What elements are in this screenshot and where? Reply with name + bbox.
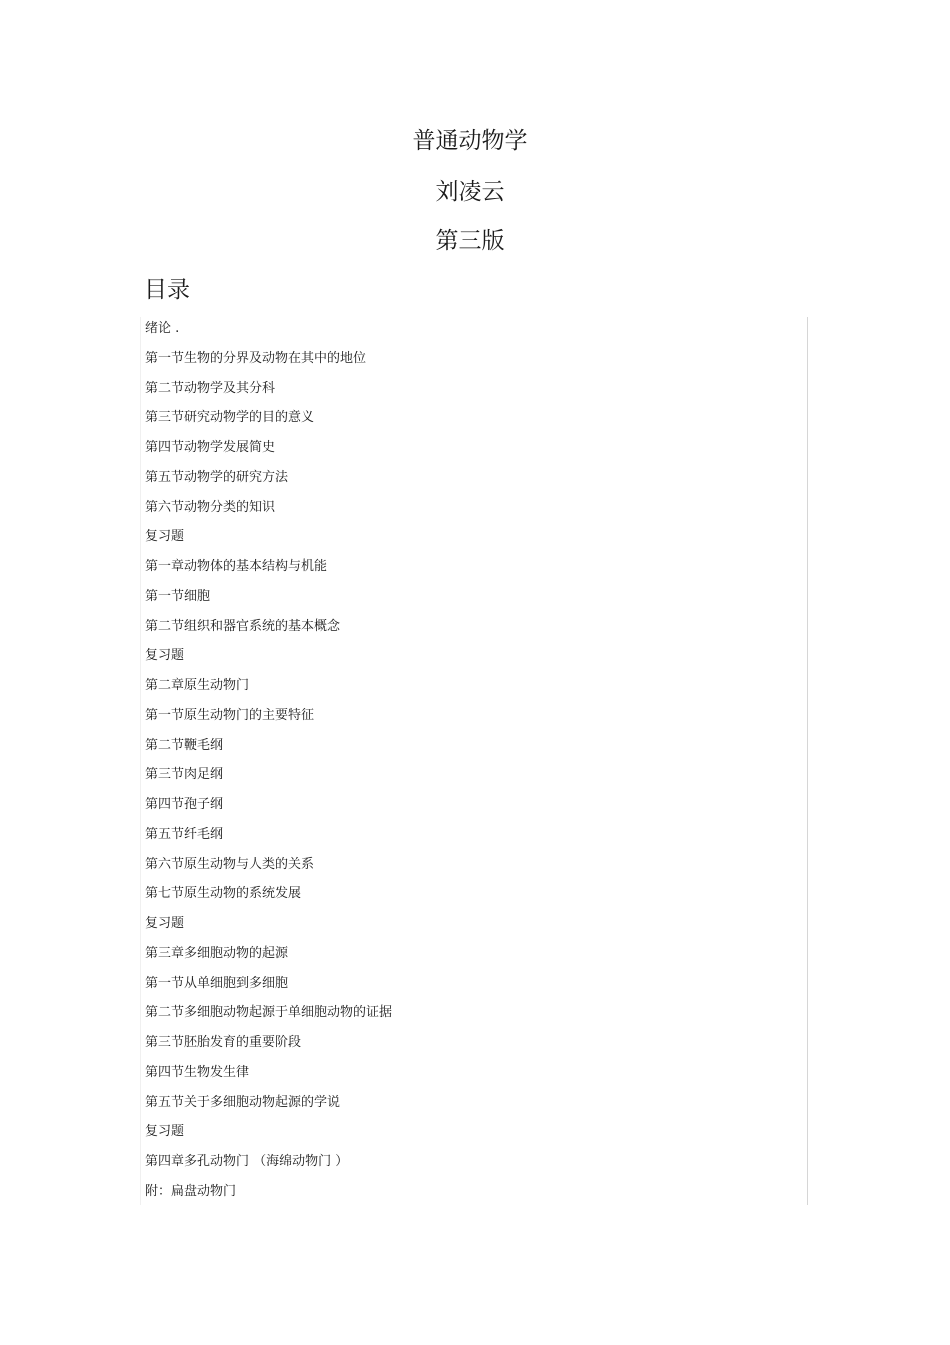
book-author: 刘凌云 bbox=[435, 179, 505, 205]
toc-item[interactable]: 第一节生物的分界及动物在其中的地位 bbox=[145, 350, 367, 366]
toc-item[interactable]: 复习题 bbox=[145, 648, 185, 664]
toc-item[interactable]: 第二节鞭毛纲 bbox=[145, 737, 224, 753]
toc-item[interactable]: 第六节原生动物与人类的关系 bbox=[145, 856, 315, 872]
toc-item[interactable]: 第二章原生动物门 bbox=[145, 678, 250, 693]
toc-item[interactable]: 第六节动物分类的知识 bbox=[145, 499, 276, 515]
toc-item[interactable]: 第三节研究动物学的目的意义 bbox=[145, 410, 315, 426]
toc-item[interactable]: 附：扁盘动物门 bbox=[145, 1183, 237, 1199]
toc-item[interactable]: 第五节动物学的研究方法 bbox=[145, 469, 289, 485]
toc-item[interactable]: 第三章多细胞动物的起源 bbox=[145, 945, 289, 961]
toc-item[interactable]: 第五节关于多细胞动物起源的学说 bbox=[145, 1094, 341, 1110]
toc-item[interactable]: 第一节原生动物门的主要特征 bbox=[145, 707, 315, 723]
book-edition: 第三版 bbox=[435, 228, 505, 254]
toc-item[interactable]: 第一节从单细胞到多细胞 bbox=[145, 975, 289, 991]
toc-item[interactable]: 复习题 bbox=[145, 916, 185, 931]
toc-item[interactable]: 第七节原生动物的系统发展 bbox=[145, 886, 302, 902]
toc-item[interactable]: 第二节组织和器官系统的基本概念 bbox=[145, 618, 341, 634]
toc-item[interactable]: 第四节动物学发展简史 bbox=[145, 440, 276, 455]
toc-item[interactable]: 第二节多细胞动物起源于单细胞动物的证据 bbox=[145, 1005, 393, 1021]
toc-item[interactable]: 复习题 bbox=[145, 1124, 185, 1140]
toc-item[interactable]: 第四节孢子纲 bbox=[145, 797, 224, 812]
toc-heading: 目录 bbox=[144, 277, 190, 303]
toc-item[interactable]: 第二节动物学及其分科 bbox=[145, 380, 276, 396]
toc-item[interactable]: 第三节胚胎发育的重要阶段 bbox=[145, 1035, 302, 1050]
toc-list bbox=[145, 320, 392, 1213]
book-title: 普通动物学 bbox=[412, 128, 528, 154]
toc-container bbox=[140, 317, 808, 1205]
toc-item[interactable]: 第四章多孔动物门 （海绵动物门 ） bbox=[145, 1154, 349, 1169]
toc-item[interactable]: 第一节细胞 bbox=[145, 588, 211, 604]
toc-item[interactable]: 绪论 . bbox=[145, 321, 180, 336]
toc-item[interactable]: 第五节纤毛纲 bbox=[145, 826, 224, 842]
toc-item[interactable]: 复习题 bbox=[145, 529, 185, 545]
toc-item[interactable]: 第四节生物发生律 bbox=[145, 1064, 250, 1080]
toc-item[interactable]: 第三节肉足纲 bbox=[145, 767, 224, 783]
toc-item[interactable]: 第一章动物体的基本结构与机能 bbox=[145, 559, 328, 574]
